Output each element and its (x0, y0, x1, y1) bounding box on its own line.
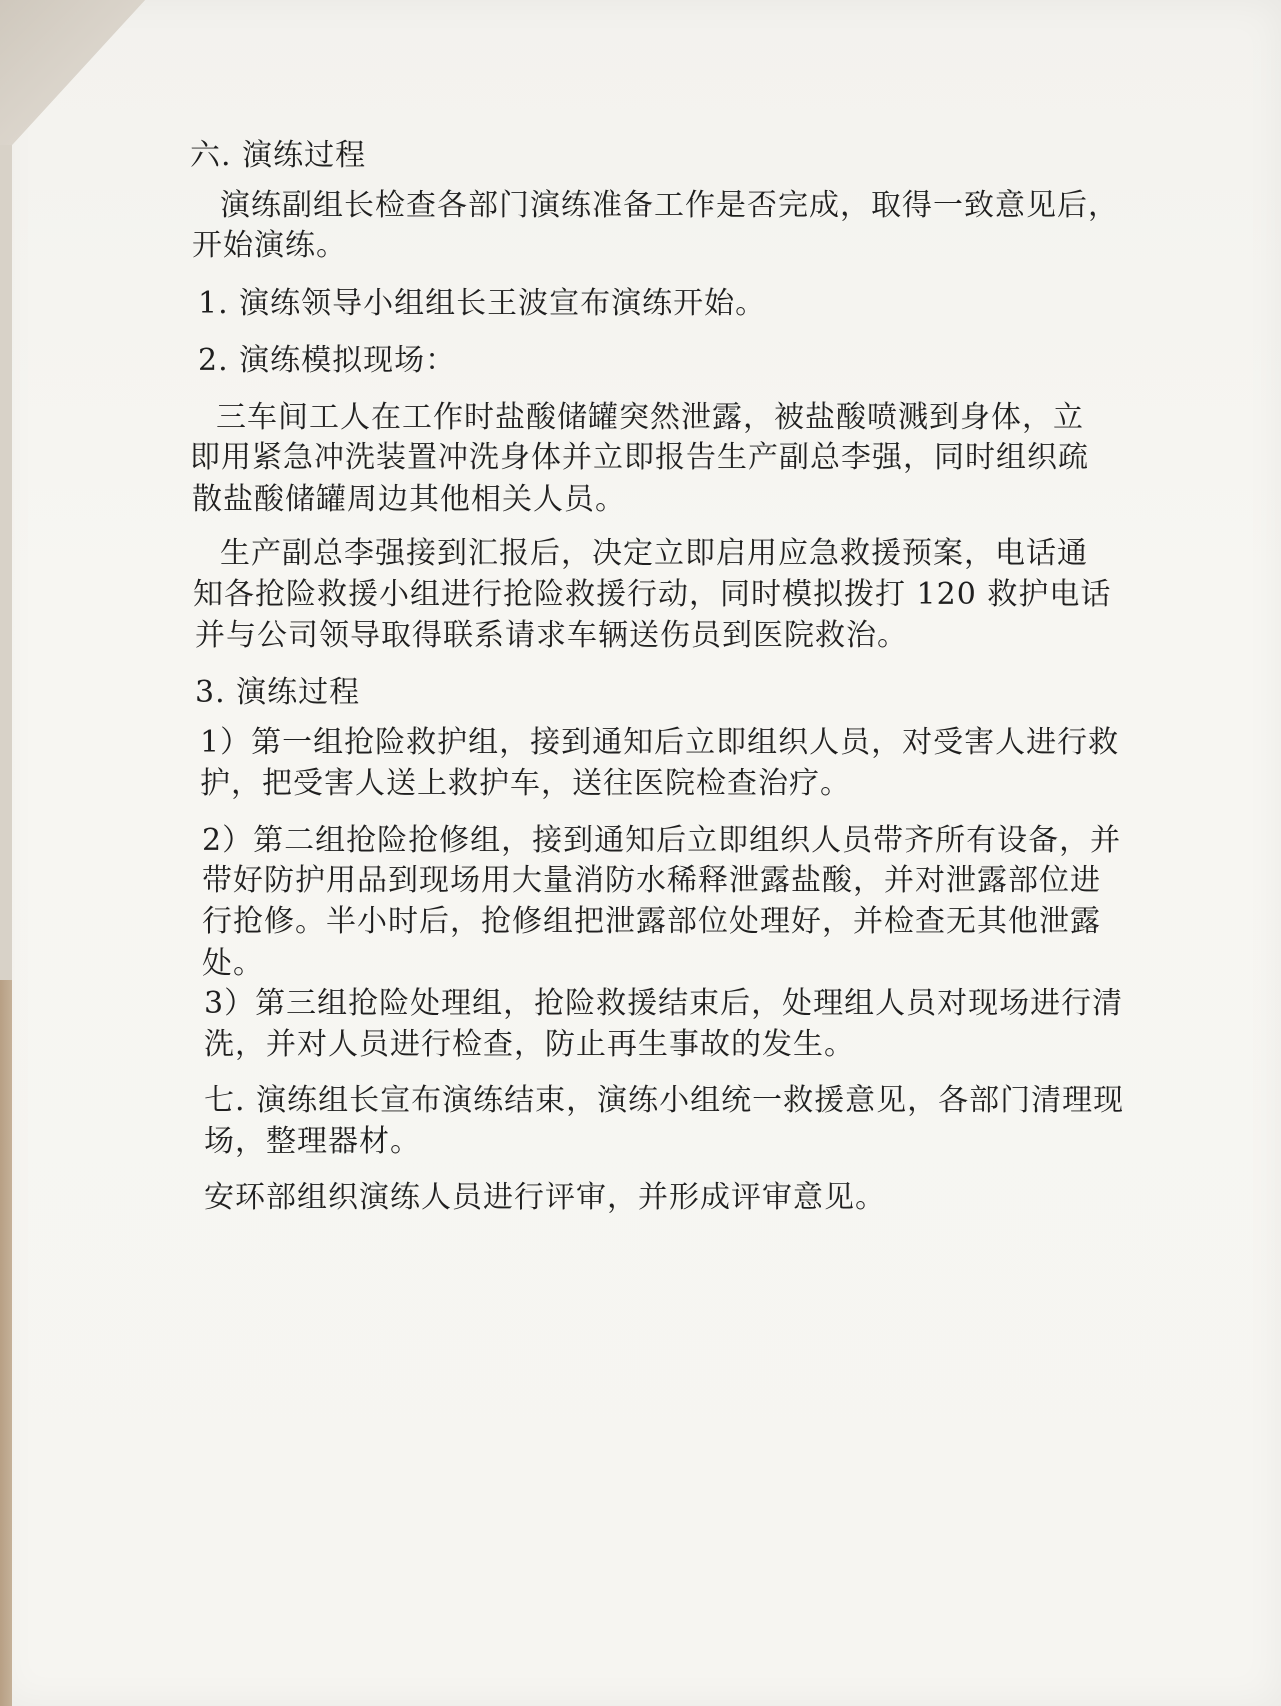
section-seven-line-1: 七. 演练组长宣布演练结束，演练小组统一救援意见，各部门清理现 (204, 1083, 1125, 1118)
group-2-line-3: 行抢修。半小时后，抢修组把泄露部位处理好，并检查无其他泄露 (202, 904, 1101, 939)
group-2-line-2: 带好防护用品到现场用大量消防水稀释泄露盐酸，并对泄露部位进 (202, 863, 1101, 898)
response-line-1: 生产副总李强接到汇报后，决定立即启用应急救援预案，电话通 (220, 536, 1088, 571)
group-3-line-2: 洗，并对人员进行检查，防止再生事故的发生。 (204, 1027, 855, 1062)
item-3-heading: 3. 演练过程 (195, 675, 361, 710)
group-3-line-1: 3）第三组抢险处理组，抢险救援结束后，处理组人员对现场进行清 (204, 986, 1124, 1021)
response-line-3: 并与公司领导取得联系请求车辆送伤员到医院救治。 (195, 618, 908, 653)
item-1: 1. 演练领导小组组长王波宣布演练开始。 (198, 286, 767, 321)
item-2-heading: 2. 演练模拟现场： (198, 343, 457, 378)
group-2-line-4: 处。 (202, 946, 264, 981)
group-1-line-2: 护，把受害人送上救护车，送往医院检查治疗。 (200, 766, 851, 801)
scenario-line-2: 即用紧急冲洗装置冲洗身体并立即报告生产副总李强，同时组织疏 (190, 440, 1089, 475)
review-line: 安环部组织演练人员进行评审，并形成评审意见。 (204, 1180, 886, 1215)
section-seven-line-2: 场，整理器材。 (204, 1124, 421, 1159)
response-line-2: 知各抢险救援小组进行抢险救援行动，同时模拟拨打 120 救护电话 (193, 577, 1112, 612)
intro-line-1: 演练副组长检查各部门演练准备工作是否完成，取得一致意见后， (220, 188, 1119, 223)
scenario-line-3: 散盐酸储罐周边其他相关人员。 (192, 482, 626, 517)
section-heading-six: 六. 演练过程 (190, 138, 367, 173)
group-2-line-1: 2）第二组抢险抢修组，接到通知后立即组织人员带齐所有设备，并 (202, 823, 1122, 858)
scenario-line-1: 三车间工人在工作时盐酸储罐突然泄露，被盐酸喷溅到身体，立 (216, 400, 1084, 435)
group-1-line-1: 1）第一组抢险救护组，接到通知后立即组织人员，对受害人进行救 (200, 725, 1120, 760)
intro-line-2: 开始演练。 (192, 228, 347, 263)
